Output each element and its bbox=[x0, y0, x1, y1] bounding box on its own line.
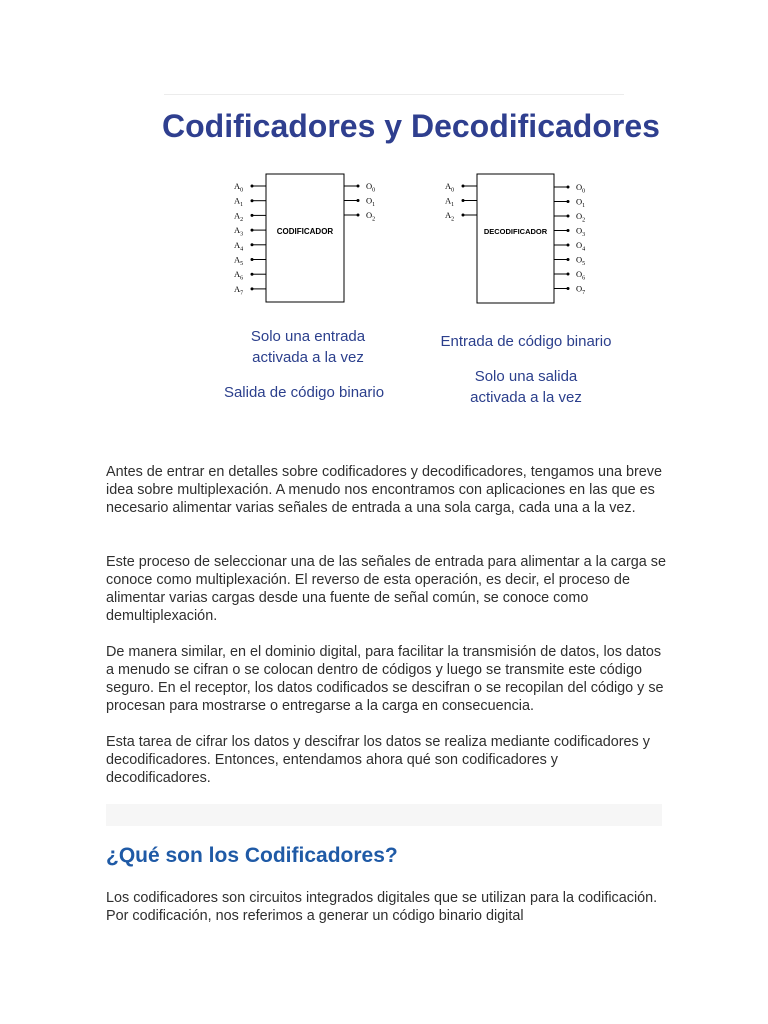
encoder-input-letter: A bbox=[234, 181, 241, 191]
encoder-input-subscript: 1 bbox=[240, 202, 244, 209]
decoder-input-dot bbox=[462, 214, 465, 217]
decoder-input-pin bbox=[445, 181, 477, 194]
encoder-output-pin bbox=[344, 210, 375, 223]
decoder-output-subscript: 5 bbox=[582, 261, 586, 267]
paragraph-1: Antes de entrar en detalles sobre codificadores y decodificadores, tengamos una breve idea sobre multiplexación. A menudo nos encontramos con aplicaciones en las que es necesario alimentar varias señales de entrada a una sola carga, cada una a la vez. bbox=[106, 464, 662, 516]
decoder-output-subscript: 7 bbox=[582, 290, 586, 296]
decoder-input-label bbox=[445, 210, 454, 223]
encoder-input-letter: A bbox=[234, 239, 241, 250]
decoder-output-letter: O bbox=[576, 182, 583, 192]
decoder-output-letter: O bbox=[576, 211, 583, 221]
encoder-input-label bbox=[234, 240, 243, 253]
encoder-input-subscript: 0 bbox=[240, 187, 244, 194]
encoder-output-dot bbox=[357, 214, 360, 217]
decoder-output-pin bbox=[554, 197, 585, 210]
decoder-output-dot bbox=[567, 273, 570, 276]
decoder-output-dot bbox=[567, 244, 570, 247]
encoder-input-subscript: 2 bbox=[240, 216, 244, 223]
encoder-input-pin bbox=[234, 225, 266, 238]
decoder-output-pin bbox=[554, 284, 585, 297]
encoder-input-caption-line1: Solo una entrada bbox=[250, 328, 366, 345]
decoder-box bbox=[477, 174, 554, 303]
encoder-input-caption-line2: activada a la vez bbox=[252, 349, 364, 366]
encoder-output-caption: Salida de código binario bbox=[223, 384, 385, 401]
encoder-input-pin bbox=[234, 255, 266, 268]
decoder-output-pin bbox=[554, 240, 585, 253]
encoder-input-pin bbox=[234, 210, 266, 223]
decoder-input-dot bbox=[462, 185, 465, 188]
encoder-input-subscript: 6 bbox=[240, 275, 244, 282]
encoder-input-dot bbox=[251, 229, 254, 232]
encoder-decoder-diagram bbox=[0, 0, 768, 330]
decoder-output-pin bbox=[554, 255, 585, 268]
decoder-output-subscript: 3 bbox=[582, 232, 586, 238]
decoder-output-pin bbox=[554, 182, 585, 195]
encoder-input-label bbox=[234, 284, 243, 297]
encoder-input-letter: A bbox=[234, 254, 241, 265]
encoder-input-label bbox=[234, 225, 243, 238]
section-paragraph: Los codificadores son circuitos integrados digitales que se utilizan para la codificación. Por codificación, nos referimos a generar un código binario digital bbox=[106, 890, 658, 924]
decoder-output-label bbox=[576, 284, 585, 297]
decoder-output-caption bbox=[456, 366, 596, 408]
encoder-input-pin bbox=[234, 284, 266, 297]
encoder-input-dot bbox=[251, 243, 254, 246]
decoder-output-pin bbox=[554, 226, 585, 239]
encoder-input-pin bbox=[234, 269, 266, 282]
paragraph-2: Este proceso de seleccionar una de las señales de entrada para alimentar a la carga se conoce como multiplexación. El reverso de esta operación, es decir, el proceso de alimentar varias cargas desde una fuente de señal común, se conoce como demultiplexación. bbox=[106, 554, 666, 624]
encoder-output-pin bbox=[344, 196, 375, 209]
decoder-inputs bbox=[445, 181, 477, 223]
encoder-input-letter: A bbox=[234, 269, 241, 280]
decoder-output-dot bbox=[567, 200, 570, 203]
decoder-input-letter: A bbox=[445, 195, 452, 206]
encoder-input-dot bbox=[251, 185, 254, 188]
decoder-output-pin bbox=[554, 269, 585, 282]
separator-band bbox=[106, 804, 662, 826]
encoder-output-subscript: 2 bbox=[372, 216, 376, 223]
encoder-box bbox=[266, 174, 344, 302]
decoder-output-dot bbox=[567, 258, 570, 261]
decoder-output-label bbox=[576, 211, 585, 224]
decoder-input-label bbox=[445, 181, 454, 194]
decoder-output-letter: O bbox=[576, 269, 583, 279]
encoder-output-label bbox=[366, 210, 375, 223]
encoder-output-label bbox=[366, 181, 375, 194]
encoder-input-letter: A bbox=[234, 225, 241, 236]
decoder-input-caption: Entrada de código binario bbox=[440, 333, 612, 350]
encoder-output-dot bbox=[357, 185, 360, 188]
encoder-input-label bbox=[234, 255, 243, 268]
decoder-output-dot bbox=[567, 287, 570, 290]
decoder-label: DECODIFICADOR bbox=[483, 227, 548, 236]
decoder-input-pin bbox=[445, 210, 477, 223]
encoder-input-dot bbox=[251, 258, 254, 261]
decoder-output-caption-line1: Solo una salida bbox=[474, 368, 578, 385]
decoder-output-label bbox=[576, 182, 585, 195]
encoder-output-subscript: 1 bbox=[372, 202, 376, 208]
decoder-output-letter: O bbox=[576, 240, 583, 250]
encoder-input-label bbox=[234, 196, 243, 209]
page-title: Codificadores y Decodificadores bbox=[162, 108, 660, 144]
decoder-output-label bbox=[576, 226, 585, 239]
encoder-input-letter: A bbox=[234, 210, 241, 221]
encoder-input-label bbox=[234, 269, 243, 282]
encoder-input-letter: A bbox=[234, 195, 241, 206]
decoder-output-subscript: 4 bbox=[582, 246, 586, 253]
encoder-input-letter: A bbox=[234, 283, 241, 294]
decoder-output-subscript: 2 bbox=[582, 217, 586, 224]
encoder-input-subscript: 4 bbox=[240, 246, 244, 253]
encoder-output-letter: O bbox=[366, 210, 373, 220]
decoder-input-dot bbox=[462, 199, 465, 202]
encoder-output-label bbox=[366, 196, 375, 209]
decoder-output-label bbox=[576, 197, 585, 210]
encoder-input-label bbox=[234, 181, 243, 194]
encoder-inputs bbox=[234, 181, 266, 296]
encoder-outputs bbox=[344, 181, 375, 223]
decoder-output-label bbox=[576, 255, 585, 268]
encoder-output-letter: O bbox=[366, 195, 373, 206]
decoder-output-letter: O bbox=[576, 225, 583, 236]
encoder-input-subscript: 7 bbox=[240, 290, 244, 297]
decoder-input-label bbox=[445, 196, 454, 209]
decoder-input-letter: A bbox=[445, 210, 452, 220]
decoder-output-caption-line2: activada a la vez bbox=[470, 389, 582, 406]
encoder-input-dot bbox=[251, 214, 254, 217]
encoder-input-pin bbox=[234, 196, 266, 209]
encoder-output-letter: O bbox=[366, 181, 373, 191]
encoder-input-pin bbox=[234, 240, 266, 253]
decoder-output-subscript: 6 bbox=[582, 275, 586, 282]
decoder-output-letter: O bbox=[576, 254, 583, 265]
decoder-output-label bbox=[576, 269, 585, 282]
decoder-output-letter: O bbox=[576, 196, 583, 207]
decoder-outputs bbox=[554, 182, 585, 296]
decoder-input-letter: A bbox=[445, 181, 452, 191]
decoder-output-dot bbox=[567, 186, 570, 189]
encoder-input-caption bbox=[238, 326, 378, 368]
decoder-output-letter: O bbox=[576, 283, 583, 294]
decoder-output-subscript: 1 bbox=[582, 203, 586, 209]
decoder-output-label bbox=[576, 240, 585, 253]
encoder-input-dot bbox=[251, 287, 254, 290]
encoder-input-dot bbox=[251, 273, 254, 276]
decoder-input-subscript: 1 bbox=[451, 202, 455, 208]
encoder-output-pin bbox=[344, 181, 375, 194]
paragraph-3: De manera similar, en el dominio digital, para facilitar la transmisión de datos, los datos a menudo se cifran o se colocan dentro de códigos y luego se transmite este código seguro. En el receptor, los datos codificados se descifran o se recopilan del código y se procesan para mostrarse o entregarse a la carga en consecuencia. bbox=[106, 644, 664, 714]
encoder-input-pin bbox=[234, 181, 266, 194]
decoder-output-dot bbox=[567, 229, 570, 232]
encoder-input-subscript: 5 bbox=[240, 261, 244, 267]
decoder-input-subscript: 0 bbox=[451, 187, 455, 194]
encoder-input-label bbox=[234, 210, 243, 223]
encoder-input-subscript: 3 bbox=[240, 231, 244, 238]
encoder-input-dot bbox=[251, 199, 254, 202]
decoder-output-pin bbox=[554, 211, 585, 224]
decoder-input-pin bbox=[445, 196, 477, 209]
decoder-input-subscript: 2 bbox=[451, 216, 455, 223]
encoder-output-subscript: 0 bbox=[372, 187, 376, 194]
encoder-label: CODIFICADOR bbox=[276, 227, 334, 236]
paragraph-4: Esta tarea de cifrar los datos y descifrar los datos se realiza mediante codificadores y decodificadores. Entonces, entendamos ahora qué son codificadores y decodificadores. bbox=[106, 734, 650, 786]
encoder-output-dot bbox=[357, 199, 360, 202]
section-heading: ¿Qué son los Codificadores? bbox=[106, 844, 398, 867]
decoder-output-dot bbox=[567, 215, 570, 218]
decoder-output-subscript: 0 bbox=[582, 188, 586, 195]
